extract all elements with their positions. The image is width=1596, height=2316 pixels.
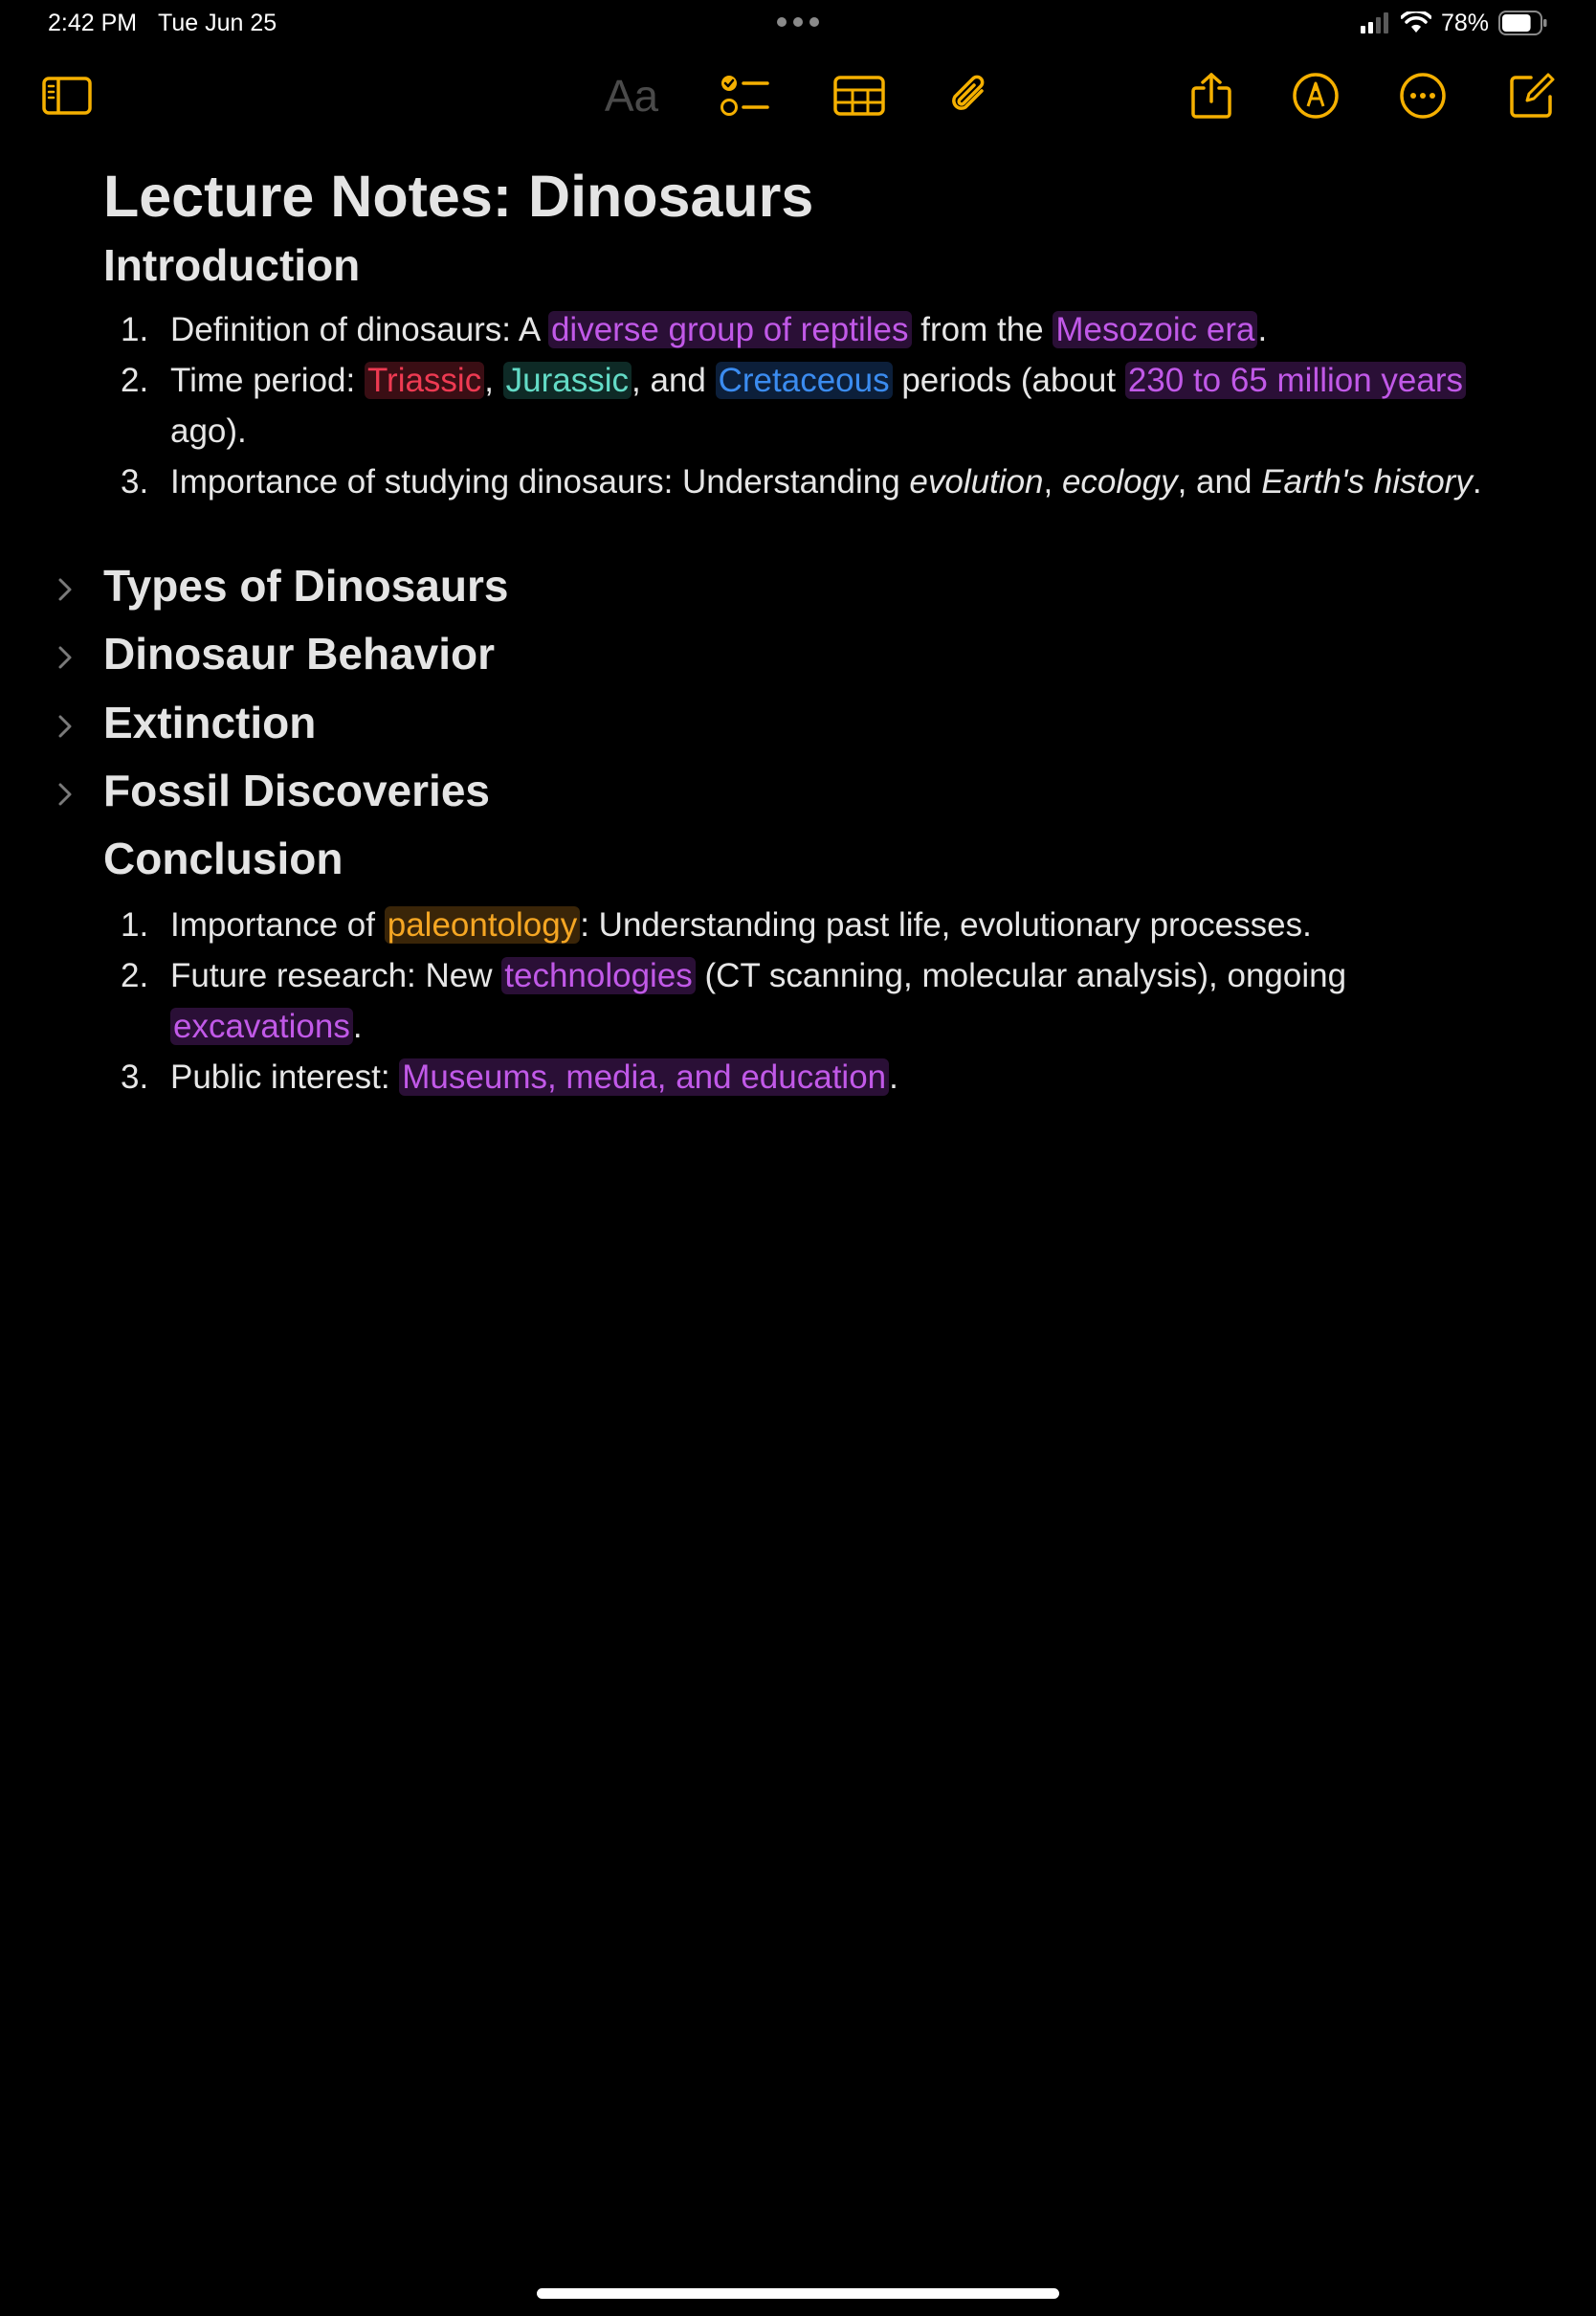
format-text-button[interactable]	[601, 65, 662, 126]
chevron-right-icon[interactable]	[52, 576, 78, 603]
highlight-text: diverse group of reptiles	[548, 311, 912, 348]
list-number: 2.	[121, 362, 149, 399]
text-run: ago).	[170, 412, 247, 450]
text-run: Definition of dinosaurs: A	[170, 311, 548, 348]
text-run: Time period:	[170, 362, 365, 399]
list-item-text	[170, 304, 1500, 355]
battery-percentage: 78%	[1440, 9, 1489, 36]
highlight-text: technologies	[501, 957, 696, 994]
list-item-text	[170, 457, 1500, 507]
share-icon	[1190, 72, 1232, 120]
battery-fill	[1502, 14, 1531, 32]
highlight-text: Cretaceous	[716, 362, 893, 399]
table-icon	[833, 76, 885, 116]
section-heading-extinction[interactable]: Extinction	[103, 698, 317, 747]
battery-icon	[1498, 11, 1548, 35]
text-run: , and	[632, 362, 716, 399]
status-bar	[0, 0, 1596, 46]
chevron-right-icon[interactable]	[52, 644, 78, 671]
checklist-button[interactable]	[715, 65, 776, 126]
italic-text: evolution	[909, 463, 1044, 501]
list-number: 3.	[121, 1058, 149, 1096]
sidebar-toggle-icon	[42, 77, 92, 115]
section-heading-conclusion[interactable]: Conclusion	[103, 834, 344, 883]
section-heading-fossil-discoveries[interactable]: Fossil Discoveries	[103, 766, 490, 815]
text-run: , and	[1177, 463, 1262, 501]
highlight-text: 230 to 65 million years	[1125, 362, 1466, 399]
ellipsis-circle-icon	[1399, 72, 1447, 120]
text-run: .	[352, 1008, 363, 1045]
compose-button[interactable]	[1501, 65, 1563, 126]
toolbar	[0, 57, 1596, 134]
markup-button[interactable]	[1285, 65, 1346, 126]
status-date: Tue Jun 25	[158, 10, 277, 36]
chevron-right-icon[interactable]	[52, 713, 78, 740]
highlight-text: excavations	[170, 1008, 353, 1045]
text-run: .	[1472, 463, 1482, 501]
section-heading-types-of-dinosaurs[interactable]: Types of Dinosaurs	[103, 561, 509, 611]
multitasking-dots-icon[interactable]	[776, 16, 820, 28]
text-run: .	[1257, 311, 1268, 348]
table-button[interactable]	[829, 65, 890, 126]
highlight-text: Museums, media, and education	[399, 1058, 889, 1096]
text-run: from the	[911, 311, 1053, 348]
text-run: .	[889, 1058, 898, 1096]
text-run: Importance of	[170, 906, 385, 944]
highlight-text: Triassic	[365, 362, 484, 399]
text-run: (CT scanning, molecular analysis), ongoing	[695, 957, 1347, 994]
note-title[interactable]: Lecture Notes: Dinosaurs	[103, 164, 814, 229]
wifi-icon	[1401, 11, 1431, 34]
highlight-text: Jurassic	[503, 362, 632, 399]
status-time: 2:42 PM	[48, 10, 138, 36]
list-item-text	[170, 950, 1500, 1052]
checklist-icon	[720, 73, 771, 119]
text-run: periods (about	[892, 362, 1125, 399]
text-run: ,	[1043, 463, 1062, 501]
compose-icon	[1508, 72, 1556, 120]
list-number: 1.	[121, 906, 149, 944]
highlight-text: paleontology	[385, 906, 581, 944]
sidebar-toggle-button[interactable]	[36, 65, 98, 126]
list-item-text	[170, 900, 1500, 950]
home-indicator[interactable]	[537, 2288, 1059, 2299]
text-run: : Understanding past life, evolutionary processes.	[580, 906, 1312, 944]
text-run: ,	[484, 362, 503, 399]
text-run: Importance of studying dinosaurs: Understanding	[170, 463, 910, 501]
status-indicators	[1361, 9, 1548, 37]
section-heading-introduction[interactable]: Introduction	[103, 240, 361, 290]
list-number: 2.	[121, 957, 149, 994]
more-options-button[interactable]	[1392, 65, 1453, 126]
cellular-signal-icon	[1361, 12, 1391, 33]
text-run: Future research: New	[170, 957, 502, 994]
list-item-text	[170, 355, 1500, 457]
format-text-label: Aa	[604, 71, 659, 121]
italic-text: ecology	[1061, 463, 1178, 501]
list-item-text	[170, 1052, 1500, 1102]
chevron-right-icon[interactable]	[52, 781, 78, 808]
list-number: 3.	[121, 463, 149, 501]
list-number: 1.	[121, 311, 149, 348]
highlight-text: Mesozoic era	[1053, 311, 1257, 348]
paperclip-icon	[945, 72, 993, 120]
italic-text: Earth's history	[1261, 463, 1473, 501]
text-run: Public interest:	[170, 1058, 400, 1096]
attachment-button[interactable]	[939, 65, 1000, 126]
section-heading-dinosaur-behavior[interactable]: Dinosaur Behavior	[103, 629, 495, 679]
share-button[interactable]	[1181, 65, 1242, 126]
markup-pen-icon	[1292, 72, 1340, 120]
